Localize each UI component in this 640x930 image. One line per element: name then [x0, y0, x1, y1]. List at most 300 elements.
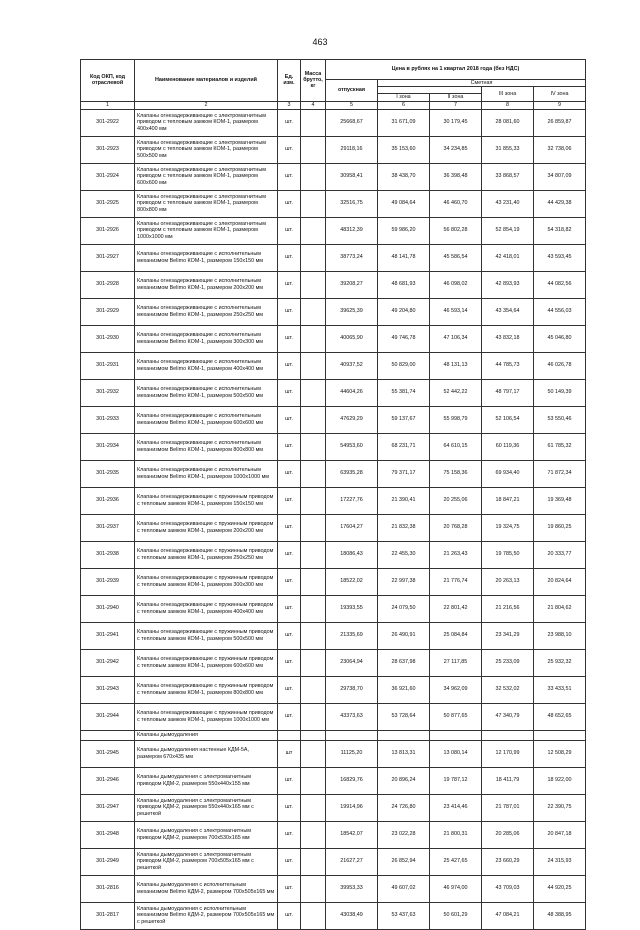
name-cell: Клапаны огнезадерживающие с электромагнитным приводом с тепловым замком КОМ-1, размером 400х400 мм	[135, 109, 278, 136]
code-cell: 301-2939	[81, 568, 135, 595]
table-row	[81, 902, 586, 929]
unit-cell: шт.	[278, 767, 301, 794]
zone-2-price-cell: 55 998,79	[430, 406, 482, 433]
table-row	[81, 541, 586, 568]
zone-2-price-cell: 45 586,54	[430, 244, 482, 271]
zone-1-price-cell: 21 390,41	[378, 487, 430, 514]
table-row	[81, 325, 586, 352]
table-body	[81, 109, 586, 929]
mass-cell	[301, 821, 326, 848]
release-price-cell: 63935,28	[326, 460, 378, 487]
release-price-cell: 18542,07	[326, 821, 378, 848]
zone-1-price-cell: 38 438,70	[378, 163, 430, 190]
name-cell: Клапаны дымоудаления с электромагнитным приводом КДМ-2, размером 700х530х165 мм	[135, 821, 278, 848]
name-cell: Клапаны огнезадерживающие с исполнительным механизмом Belimo КОМ-1, размером 300х300 мм	[135, 325, 278, 352]
section-empty-cell	[326, 730, 378, 740]
mass-cell	[301, 703, 326, 730]
name-cell: Клапаны огнезадерживающие с пружинным приводом с тепловым замком КОМ-1, размером 300х300 мм	[135, 568, 278, 595]
mass-cell	[301, 487, 326, 514]
zone-4-price-cell: 44 920,25	[534, 875, 586, 902]
mass-cell	[301, 902, 326, 929]
mass-cell	[301, 649, 326, 676]
header-zone-4: IV зона	[534, 87, 586, 101]
code-cell: 301-2948	[81, 821, 135, 848]
code-cell: 301-2924	[81, 163, 135, 190]
zone-4-price-cell: 43 593,45	[534, 244, 586, 271]
release-price-cell: 47629,29	[326, 406, 378, 433]
zone-2-price-cell: 30 179,45	[430, 109, 482, 136]
code-cell: 301-2922	[81, 109, 135, 136]
code-cell: 301-2946	[81, 767, 135, 794]
zone-3-price-cell: 47 340,79	[482, 703, 534, 730]
unit-cell: шт.	[278, 848, 301, 875]
unit-cell: шт.	[278, 244, 301, 271]
zone-2-price-cell: 75 158,36	[430, 460, 482, 487]
zone-4-price-cell: 24 315,93	[534, 848, 586, 875]
name-cell: Клапаны огнезадерживающие с пружинным приводом с тепловым замком КОМ-1, размером 500х500 мм	[135, 622, 278, 649]
mass-cell	[301, 541, 326, 568]
table-row	[81, 352, 586, 379]
release-price-cell: 19914,96	[326, 794, 378, 821]
code-cell: 301-2929	[81, 298, 135, 325]
zone-1-price-cell: 48 681,93	[378, 271, 430, 298]
header-mass: Масса брутто, кг	[301, 60, 326, 102]
release-price-cell: 38773,24	[326, 244, 378, 271]
release-price-cell: 29118,16	[326, 136, 378, 163]
mass-cell	[301, 595, 326, 622]
zone-1-price-cell: 36 921,60	[378, 676, 430, 703]
mass-cell	[301, 190, 326, 217]
zone-4-price-cell: 18 922,00	[534, 767, 586, 794]
zone-3-price-cell: 33 868,57	[482, 163, 534, 190]
unit-cell: шт.	[278, 514, 301, 541]
unit-cell: шт.	[278, 163, 301, 190]
mass-cell	[301, 568, 326, 595]
code-cell: 301-2817	[81, 902, 135, 929]
zone-2-price-cell: 46 460,70	[430, 190, 482, 217]
release-price-cell: 32516,75	[326, 190, 378, 217]
unit-cell: шт.	[278, 622, 301, 649]
release-price-cell: 30958,41	[326, 163, 378, 190]
unit-cell: шт.	[278, 902, 301, 929]
zone-4-price-cell: 61 785,32	[534, 433, 586, 460]
unit-cell: шт.	[278, 217, 301, 244]
section-empty-cell	[430, 730, 482, 740]
release-price-cell: 29738,70	[326, 676, 378, 703]
code-cell: 301-2925	[81, 190, 135, 217]
mass-cell	[301, 379, 326, 406]
code-cell: 301-2931	[81, 352, 135, 379]
code-cell: 301-2947	[81, 794, 135, 821]
name-cell: Клапаны огнезадерживающие с электромагнитным приводом с тепловым замком КОМ-1, размером 500х500 мм	[135, 136, 278, 163]
zone-1-price-cell: 26 490,91	[378, 622, 430, 649]
column-number: 3	[278, 101, 301, 109]
unit-cell: шт.	[278, 433, 301, 460]
name-cell: Клапаны дымоудаления с электромагнитным приводом КДМ-2, размером 700х505х165 мм с решеткой	[135, 848, 278, 875]
zone-3-price-cell: 18 411,79	[482, 767, 534, 794]
zone-3-price-cell: 12 170,99	[482, 740, 534, 767]
code-cell: 301-2933	[81, 406, 135, 433]
release-price-cell: 40937,52	[326, 352, 378, 379]
zone-3-price-cell: 32 532,02	[482, 676, 534, 703]
name-cell: Клапаны огнезадерживающие с электромагнитным приводом с тепловым замком КОМ-1, размером 800х800 мм	[135, 190, 278, 217]
zone-1-price-cell: 59 137,67	[378, 406, 430, 433]
table-row	[81, 649, 586, 676]
code-cell: 301-2949	[81, 848, 135, 875]
section-row	[81, 730, 586, 740]
zone-2-price-cell: 64 610,15	[430, 433, 482, 460]
table-row	[81, 703, 586, 730]
code-cell: 301-2934	[81, 433, 135, 460]
zone-1-price-cell: 28 637,98	[378, 649, 430, 676]
release-price-cell: 43038,49	[326, 902, 378, 929]
unit-cell: шт.	[278, 325, 301, 352]
mass-cell	[301, 271, 326, 298]
column-number-row	[81, 101, 586, 109]
table-row	[81, 298, 586, 325]
code-cell: 301-2942	[81, 649, 135, 676]
name-cell: Клапаны огнезадерживающие с пружинным приводом с тепловым замком КОМ-1, размером 400х400 мм	[135, 595, 278, 622]
mass-cell	[301, 244, 326, 271]
code-cell: 301-2944	[81, 703, 135, 730]
column-number: 4	[301, 101, 326, 109]
unit-cell: шт.	[278, 487, 301, 514]
zone-3-price-cell: 48 797,17	[482, 379, 534, 406]
release-price-cell: 18522,02	[326, 568, 378, 595]
unit-cell: шт.	[278, 406, 301, 433]
mass-cell	[301, 622, 326, 649]
name-cell: Клапаны дымоудаления с электромагнитным приводом КДМ-2, размером 550х440х155 мм	[135, 767, 278, 794]
zone-1-price-cell: 31 671,09	[378, 109, 430, 136]
zone-4-price-cell: 21 804,62	[534, 595, 586, 622]
unit-cell: шт.	[278, 271, 301, 298]
header-zone-1-2-space	[378, 87, 482, 94]
release-price-cell: 11125,20	[326, 740, 378, 767]
zone-2-price-cell: 20 255,06	[430, 487, 482, 514]
zone-4-price-cell: 12 508,29	[534, 740, 586, 767]
name-cell: Клапаны огнезадерживающие с пружинным приводом с тепловым замком КОМ-1, размером 800х800 мм	[135, 676, 278, 703]
name-cell: Клапаны огнезадерживающие с исполнительным механизмом Belimo КОМ-1, размером 150х150 мм	[135, 244, 278, 271]
name-cell: Клапаны огнезадерживающие с исполнительным механизмом Belimo КОМ-1, размером 600х600 мм	[135, 406, 278, 433]
zone-4-price-cell: 54 318,82	[534, 217, 586, 244]
mass-cell	[301, 767, 326, 794]
table-row	[81, 190, 586, 217]
section-title: Клапаны дымоудаления	[135, 730, 278, 740]
mass-cell	[301, 740, 326, 767]
zone-3-price-cell: 28 081,60	[482, 109, 534, 136]
zone-1-price-cell: 49 607,02	[378, 875, 430, 902]
zone-1-price-cell: 22 455,30	[378, 541, 430, 568]
release-price-cell: 39208,27	[326, 271, 378, 298]
code-cell: 301-2816	[81, 875, 135, 902]
unit-cell: шт.	[278, 352, 301, 379]
release-price-cell: 48312,39	[326, 217, 378, 244]
section-empty-cell	[378, 730, 430, 740]
table-row	[81, 676, 586, 703]
table-row	[81, 217, 586, 244]
mass-cell	[301, 406, 326, 433]
code-cell: 301-2923	[81, 136, 135, 163]
mass-cell	[301, 460, 326, 487]
mass-cell	[301, 136, 326, 163]
mass-cell	[301, 163, 326, 190]
unit-cell: шт	[278, 740, 301, 767]
zone-2-price-cell: 25 084,84	[430, 622, 482, 649]
header-price-group: Цена в рублях на 1 квартал 2018 года (без НДС)	[326, 60, 586, 80]
unit-cell: шт.	[278, 676, 301, 703]
code-cell: 301-2941	[81, 622, 135, 649]
zone-4-price-cell: 23 988,10	[534, 622, 586, 649]
zone-2-price-cell: 34 234,85	[430, 136, 482, 163]
unit-cell: шт.	[278, 460, 301, 487]
table-row	[81, 568, 586, 595]
name-cell: Клапаны огнезадерживающие с исполнительным механизмом Belimo КОМ-1, размером 400х400 мм	[135, 352, 278, 379]
column-number: 5	[326, 101, 378, 109]
zone-3-price-cell: 20 285,06	[482, 821, 534, 848]
zone-4-price-cell: 50 149,39	[534, 379, 586, 406]
zone-3-price-cell: 19 324,75	[482, 514, 534, 541]
zone-3-price-cell: 47 084,21	[482, 902, 534, 929]
name-cell: Клапаны огнезадерживающие с исполнительным механизмом Belimo КОМ-1, размером 1000х1000 мм	[135, 460, 278, 487]
table-row	[81, 379, 586, 406]
zone-1-price-cell: 48 141,78	[378, 244, 430, 271]
name-cell: Клапаны огнезадерживающие с пружинным приводом с тепловым замком КОМ-1, размером 1000х1000 мм	[135, 703, 278, 730]
zone-1-price-cell: 49 204,80	[378, 298, 430, 325]
release-price-cell: 21335,69	[326, 622, 378, 649]
mass-cell	[301, 109, 326, 136]
zone-4-price-cell: 45 046,80	[534, 325, 586, 352]
zone-2-price-cell: 50 877,65	[430, 703, 482, 730]
zone-3-price-cell: 69 934,40	[482, 460, 534, 487]
mass-cell	[301, 217, 326, 244]
unit-cell: шт.	[278, 190, 301, 217]
release-price-cell: 16829,76	[326, 767, 378, 794]
zone-2-price-cell: 47 106,34	[430, 325, 482, 352]
zone-4-price-cell: 44 429,38	[534, 190, 586, 217]
release-price-cell: 17227,76	[326, 487, 378, 514]
zone-1-price-cell: 13 813,31	[378, 740, 430, 767]
code-cell: 301-2945	[81, 740, 135, 767]
header-estimate: Сметная	[378, 80, 586, 87]
zone-4-price-cell: 34 807,09	[534, 163, 586, 190]
release-price-cell: 39625,39	[326, 298, 378, 325]
zone-4-price-cell: 48 388,95	[534, 902, 586, 929]
zone-3-price-cell: 52 106,54	[482, 406, 534, 433]
zone-2-price-cell: 27 117,85	[430, 649, 482, 676]
code-cell: 301-2937	[81, 514, 135, 541]
zone-3-price-cell: 44 785,73	[482, 352, 534, 379]
code-cell: 301-2943	[81, 676, 135, 703]
code-cell: 301-2932	[81, 379, 135, 406]
zone-2-price-cell: 34 962,09	[430, 676, 482, 703]
table-row	[81, 244, 586, 271]
code-cell: 301-2936	[81, 487, 135, 514]
column-number: 6	[378, 101, 430, 109]
zone-1-price-cell: 53 728,64	[378, 703, 430, 730]
zone-2-price-cell: 48 131,13	[430, 352, 482, 379]
zone-3-price-cell: 18 847,21	[482, 487, 534, 514]
zone-2-price-cell: 21 800,31	[430, 821, 482, 848]
zone-2-price-cell: 21 776,74	[430, 568, 482, 595]
name-cell: Клапаны огнезадерживающие с электромагнитным приводом с тепловым замком КОМ-1, размером 1000х1000 мм	[135, 217, 278, 244]
zone-4-price-cell: 46 026,78	[534, 352, 586, 379]
name-cell: Клапаны огнезадерживающие с пружинным приводом с тепловым замком КОМ-1, размером 600х600 мм	[135, 649, 278, 676]
zone-3-price-cell: 43 832,18	[482, 325, 534, 352]
zone-3-price-cell: 43 354,64	[482, 298, 534, 325]
name-cell: Клапаны огнезадерживающие с электромагнитным приводом с тепловым замком КОМ-1, размером 600х600 мм	[135, 163, 278, 190]
table-row	[81, 848, 586, 875]
release-price-cell: 19393,55	[326, 595, 378, 622]
zone-4-price-cell: 20 333,77	[534, 541, 586, 568]
unit-cell: шт.	[278, 109, 301, 136]
table-row	[81, 622, 586, 649]
zone-1-price-cell: 22 997,38	[378, 568, 430, 595]
table-row	[81, 875, 586, 902]
zone-2-price-cell: 46 593,14	[430, 298, 482, 325]
zone-4-price-cell: 53 550,46	[534, 406, 586, 433]
code-cell: 301-2930	[81, 325, 135, 352]
mass-cell	[301, 325, 326, 352]
zone-3-price-cell: 25 233,09	[482, 649, 534, 676]
table-row	[81, 794, 586, 821]
zone-1-price-cell: 49 084,64	[378, 190, 430, 217]
code-cell: 301-2940	[81, 595, 135, 622]
zone-1-price-cell: 35 153,60	[378, 136, 430, 163]
table-row	[81, 406, 586, 433]
column-number: 7	[430, 101, 482, 109]
name-cell: Клапаны дымоудаления с электромагнитным приводом КДМ-2, размером 550х440х165 мм с решеткой	[135, 794, 278, 821]
table-row	[81, 740, 586, 767]
release-price-cell: 17604,27	[326, 514, 378, 541]
release-price-cell: 39953,33	[326, 875, 378, 902]
column-number: 8	[482, 101, 534, 109]
header-zone-2: II зона	[430, 94, 482, 101]
zone-3-price-cell: 43 709,03	[482, 875, 534, 902]
zone-4-price-cell: 44 082,56	[534, 271, 586, 298]
table-row	[81, 163, 586, 190]
zone-4-price-cell: 44 556,03	[534, 298, 586, 325]
code-cell: 301-2935	[81, 460, 135, 487]
zone-3-price-cell: 23 660,29	[482, 848, 534, 875]
release-price-cell: 18086,43	[326, 541, 378, 568]
zone-2-price-cell: 56 802,28	[430, 217, 482, 244]
zone-2-price-cell: 50 601,29	[430, 902, 482, 929]
table-row	[81, 136, 586, 163]
unit-cell: шт.	[278, 649, 301, 676]
zone-1-price-cell: 24 079,50	[378, 595, 430, 622]
release-price-cell: 40065,90	[326, 325, 378, 352]
zone-4-price-cell: 32 738,06	[534, 136, 586, 163]
release-price-cell: 21627,27	[326, 848, 378, 875]
zone-1-price-cell: 23 022,28	[378, 821, 430, 848]
zone-2-price-cell: 46 974,00	[430, 875, 482, 902]
header-code: Код ОКП, код отраслевой	[81, 60, 135, 102]
name-cell: Клапаны дымоудаления с исполнительным механизмом Belimo КДМ-2, размером 700х505х165 мм с решеткой	[135, 902, 278, 929]
column-number: 9	[534, 101, 586, 109]
release-price-cell: 23064,94	[326, 649, 378, 676]
zone-2-price-cell: 52 442,22	[430, 379, 482, 406]
name-cell: Клапаны огнезадерживающие с исполнительным механизмом Belimo КОМ-1, размером 500х500 мм	[135, 379, 278, 406]
column-number: 1	[81, 101, 135, 109]
mass-cell	[301, 875, 326, 902]
section-empty-cell	[534, 730, 586, 740]
zone-4-price-cell: 25 932,32	[534, 649, 586, 676]
section-empty-cell	[301, 730, 326, 740]
section-empty-cell	[482, 730, 534, 740]
name-cell: Клапаны огнезадерживающие с пружинным приводом с тепловым замком КОМ-1, размером 150х150 мм	[135, 487, 278, 514]
zone-1-price-cell: 68 231,71	[378, 433, 430, 460]
unit-cell: шт.	[278, 379, 301, 406]
unit-cell: шт.	[278, 794, 301, 821]
code-cell: 301-2927	[81, 244, 135, 271]
name-cell: Клапаны дымоудаления настенные КДМ-5А, размером 670х435 мм	[135, 740, 278, 767]
zone-2-price-cell: 19 787,12	[430, 767, 482, 794]
mass-cell	[301, 298, 326, 325]
code-cell: 301-2926	[81, 217, 135, 244]
zone-3-price-cell: 20 263,13	[482, 568, 534, 595]
header-unit: Ед. изм.	[278, 60, 301, 102]
zone-4-price-cell: 20 847,18	[534, 821, 586, 848]
zone-2-price-cell: 22 801,42	[430, 595, 482, 622]
zone-1-price-cell: 79 371,17	[378, 460, 430, 487]
table-row	[81, 487, 586, 514]
table-row	[81, 595, 586, 622]
column-number: 2	[135, 101, 278, 109]
unit-cell: шт.	[278, 875, 301, 902]
zone-1-price-cell: 20 896,24	[378, 767, 430, 794]
mass-cell	[301, 514, 326, 541]
section-code-cell	[81, 730, 135, 740]
release-price-cell: 25668,67	[326, 109, 378, 136]
zone-2-price-cell: 25 427,65	[430, 848, 482, 875]
unit-cell: шт.	[278, 568, 301, 595]
unit-cell: шт.	[278, 821, 301, 848]
zone-2-price-cell: 13 080,14	[430, 740, 482, 767]
code-cell: 301-2928	[81, 271, 135, 298]
zone-3-price-cell: 42 893,93	[482, 271, 534, 298]
price-table	[80, 59, 586, 930]
zone-3-price-cell: 21 787,01	[482, 794, 534, 821]
table-row	[81, 821, 586, 848]
release-price-cell: 54953,60	[326, 433, 378, 460]
zone-3-price-cell: 19 785,50	[482, 541, 534, 568]
zone-1-price-cell: 26 852,94	[378, 848, 430, 875]
zone-4-price-cell: 71 872,34	[534, 460, 586, 487]
zone-4-price-cell: 20 824,64	[534, 568, 586, 595]
zone-3-price-cell: 21 216,56	[482, 595, 534, 622]
table-row	[81, 433, 586, 460]
mass-cell	[301, 794, 326, 821]
unit-cell: шт.	[278, 298, 301, 325]
name-cell: Клапаны огнезадерживающие с исполнительным механизмом Belimo КОМ-1, размером 200х200 мм	[135, 271, 278, 298]
table-row	[81, 514, 586, 541]
zone-1-price-cell: 24 726,80	[378, 794, 430, 821]
code-cell: 301-2938	[81, 541, 135, 568]
zone-1-price-cell: 55 381,74	[378, 379, 430, 406]
release-price-cell: 43373,63	[326, 703, 378, 730]
table-row	[81, 109, 586, 136]
header-zone-1: I зона	[378, 94, 430, 101]
zone-2-price-cell: 46 098,02	[430, 271, 482, 298]
name-cell: Клапаны дымоудаления с исполнительным механизмом Belimo КДМ-2, размером 700х505х165 мм	[135, 875, 278, 902]
mass-cell	[301, 433, 326, 460]
unit-cell: шт.	[278, 703, 301, 730]
zone-1-price-cell: 59 986,20	[378, 217, 430, 244]
header-name: Наименование материалов и изделий	[135, 60, 278, 102]
zone-4-price-cell: 22 390,75	[534, 794, 586, 821]
zone-1-price-cell: 49 746,78	[378, 325, 430, 352]
zone-2-price-cell: 36 398,48	[430, 163, 482, 190]
